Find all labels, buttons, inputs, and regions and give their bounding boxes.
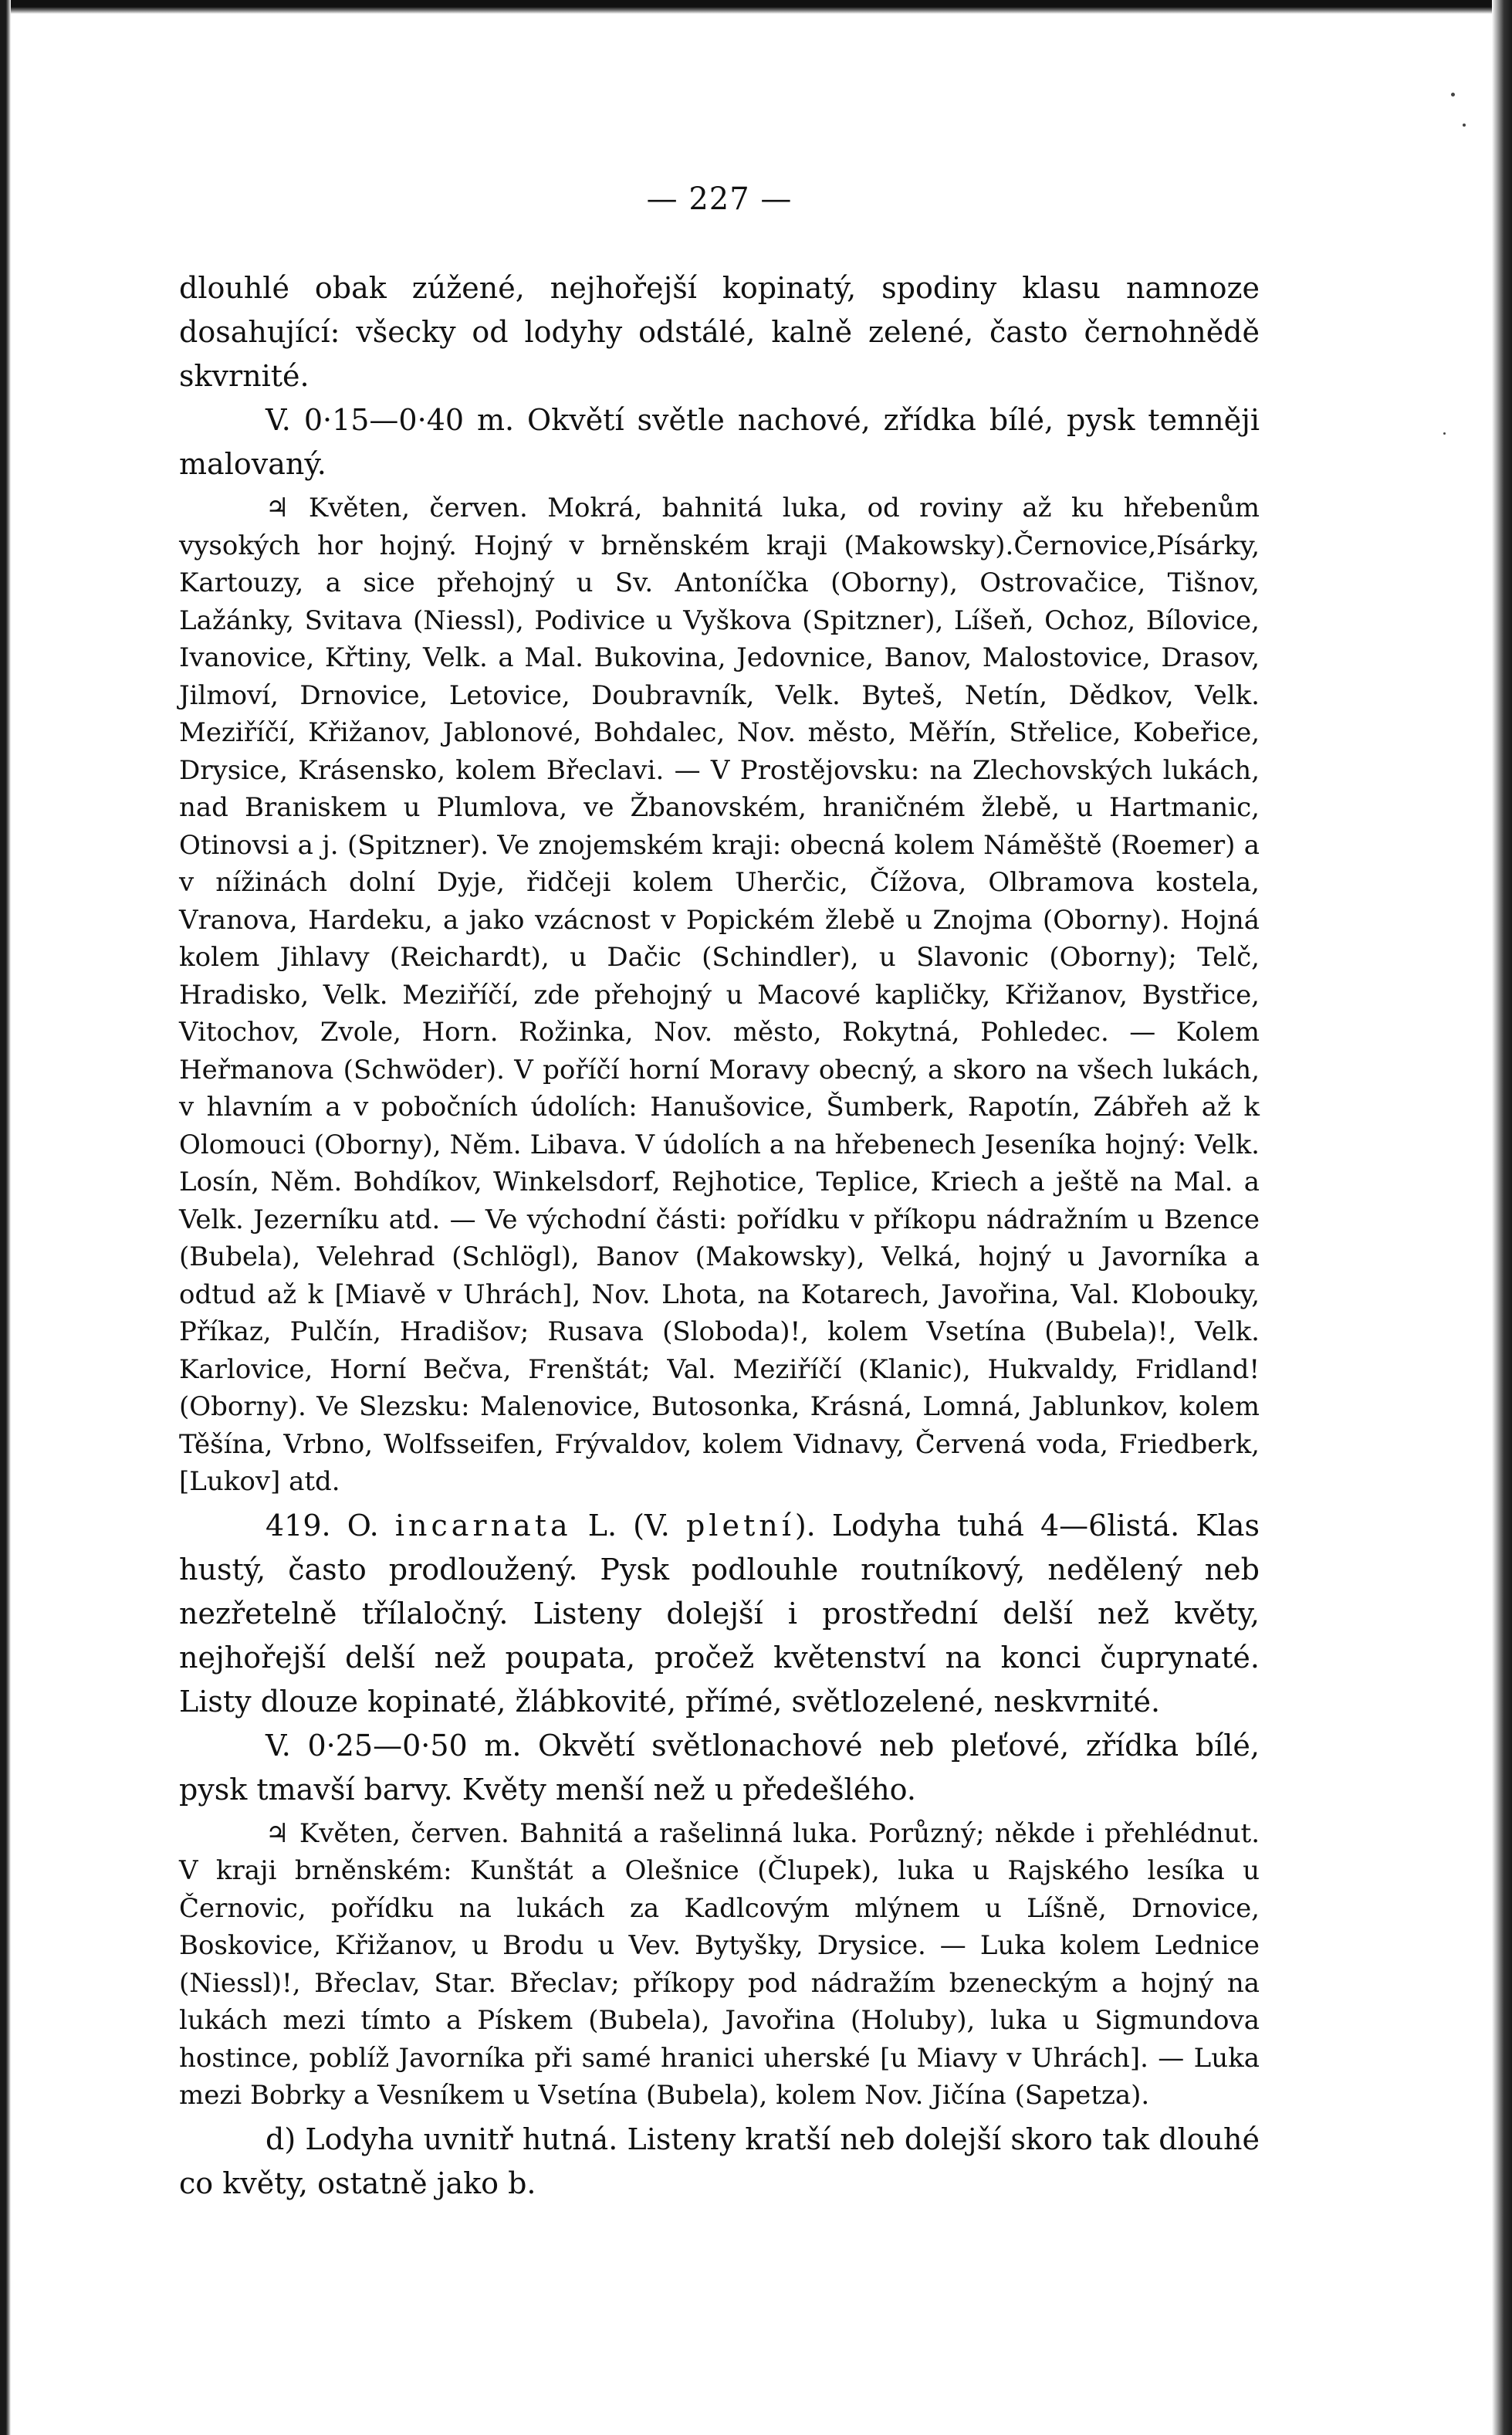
paragraph-species-419 [179, 1504, 1260, 1724]
paragraph-distribution-localities-2: ♃ Květen, červen. Bahnitá a rašelinná luka. Porůzný; někde i přehlédnut. V kraji brněnském: Kunštát a Olešnice (Člupek), luka u Rajského lesíka u Černovic, pořídku na lukách za Kadlcovým mlýnem u Líšně, Drnovice, Boskovice, Křižanov, u Brodu u Vev. Bytyšky, Drysice. — Luka kolem Lednice (Niessl)!, Břeclav, Star. Břeclav; příkopy pod nádražím bzeneckým a hojný na lukách mezi tímto a Pískem (Bubela), Javořina (Holuby), luka u Sigmundova hostince, poblíž Javorníka při samé hranici uherské [u Miavy v Uhrách]. — Luka mezi Bobrky a Vesníkem u Vsetína (Bubela), kolem Nov. Jičína (Sapetza). [179, 1817, 1260, 2111]
scan-edge-top [0, 0, 1512, 14]
scan-edge-right [1492, 0, 1512, 2435]
species-czech-name: pletní [685, 1508, 795, 1543]
scan-speck [1443, 432, 1446, 435]
scan-edge-left [0, 0, 11, 2435]
species-author: L. (V. [587, 1508, 670, 1543]
page-number: — 227 — [646, 181, 793, 217]
paragraph-size-flower-2: V. 0·25—0·50 m. Okvětí světlonachové neb pleťové, zřídka bílé, pysk tmavší barvy. Květy menší než u předešlého. [179, 1728, 1260, 1807]
scan-speck [1463, 124, 1466, 127]
species-description: ). Lodyha tuhá 4—6listá. Klas hustý, často prodloužený. Pysk podlouhle routníkový, nedělený neb nezřetelně třílaločný. Listeny dolejší i prostřední delší než květy, nejhořejší delší než poupata, pročež květenství na konci čuprynaté. Listy dlouze kopinaté, žlábkovité, přímé, světlozelené, neskvrnité. [179, 1508, 1260, 1719]
species-number: 419. O. [266, 1508, 379, 1543]
paragraph-variety-d: d) Lodyha uvnitř hutná. Listeny kratší neb dolejší skoro tak dlouhé co květy, ostatně jako b. [179, 2122, 1260, 2200]
book-page [179, 181, 1260, 2206]
paragraph-distribution-localities: ♃ Květen, červen. Mokrá, bahnitá luka, od roviny až ku hřebenům vysokých hor hojný. Hojný v brněnském kraji (Makowsky).Černovice,Písárky, Kartouzy, a sice přehojný u Sv. Antoníčka (Oborny), Ostrovačice, Tišnov, Lažánky, Svitava (Niessl), Podivice u Vyškova (Spitzner), Líšeň, Ochoz, Bílovice, Ivanovice, Křtiny, Velk. a Mal. Bukovina, Jedovnice, Banov, Malostovice, Drasov, Jilmoví, Drnovice, Letovice, Doubravník, Velk. Byteš, Netín, Dědkov, Velk. Meziříčí, Křižanov, Jablonové, Bohdalec, Nov. město, Měřín, Střelice, Kobeřice, Drysice, Krásensko, kolem Břeclavi. — V Prostějovsku: na Zlechovských lukách, nad Braniskem u Plumlova, ve Žbanovském, hraničném žlebě, u Hartmanic, Otinovsi a j. (Spitzner). Ve znojemském kraji: obecná kolem Náměště (Roemer) a v nížinách dolní Dyje, řidčeji kolem Uherčic, Čížova, Olbramova kostela, Vranova, Hardeku, a jako vzácnost v Popickém žlebě u Znojma (Oborny). Hojná kolem Jihlavy (Reichardt), u Dačic (Schindler), u Slavonic (Oborny); Telč, Hradisko, Velk. Meziříčí, zde přehojný u Macové kapličky, Křižanov, Bystřice, Vitochov, Zvole, Horn. Rožinka, Nov. město, Rokytná, Pohledec. — Kolem Heřmanova (Schwöder). V poříčí horní Moravy obecný, a skoro na všech lukách, v hlavním a v pobočních údolích: Hanušovice, Šumberk, Rapotín, Zábřeh až k Olomouci (Oborny), Něm. Libava. V údolích a na hřebenech Jeseníka hojný: Velk. Losín, Něm. Bohdíkov, Winkelsdorf, Rejhotice, Teplice, Kriech a ještě na Mal. a Velk. Jezerníku atd. — Ve východní části: pořídku v příkopu nádražním u Bzence (Bubela), Velehrad (Schlögl), Banov (Makowsky), Velká, hojný u Javorníka a odtud až k [Miavě v Uhrách], Nov. Lhota, na Kotarech, Javořina, Val. Klobouky, Příkaz, Pulčín, Hradišov; Rusava (Sloboda)!, kolem Vsetína (Bubela)!, Velk. Karlovice, Horní Bečva, Frenštát; Val. Meziříčí (Klanic), Hukvaldy, Fridland! (Oborny). Ve Slezsku: Malenovice, Butosonka, Krásná, Lomná, Jablunkov, kolem Těšína, Vrbno, Wolfsseifen, Frývaldov, kolem Vidnavy, Červená voda, Friedberk, [Lukov] atd. [179, 493, 1260, 1497]
scan-speck [1451, 93, 1455, 97]
species-name: incarnata [394, 1508, 572, 1543]
paragraph-description-continued: dlouhlé obak zúžené, nejhořejší kopinatý, spodiny klasu namnoze dosahující: všecky od lodyhy odstálé, kalně zelené, často černohnědě skvrnité. [179, 271, 1260, 393]
paragraph-size-flower: V. 0·15—0·40 m. Okvětí světle nachové, zřídka bílé, pysk temněji malovaný. [179, 403, 1260, 481]
